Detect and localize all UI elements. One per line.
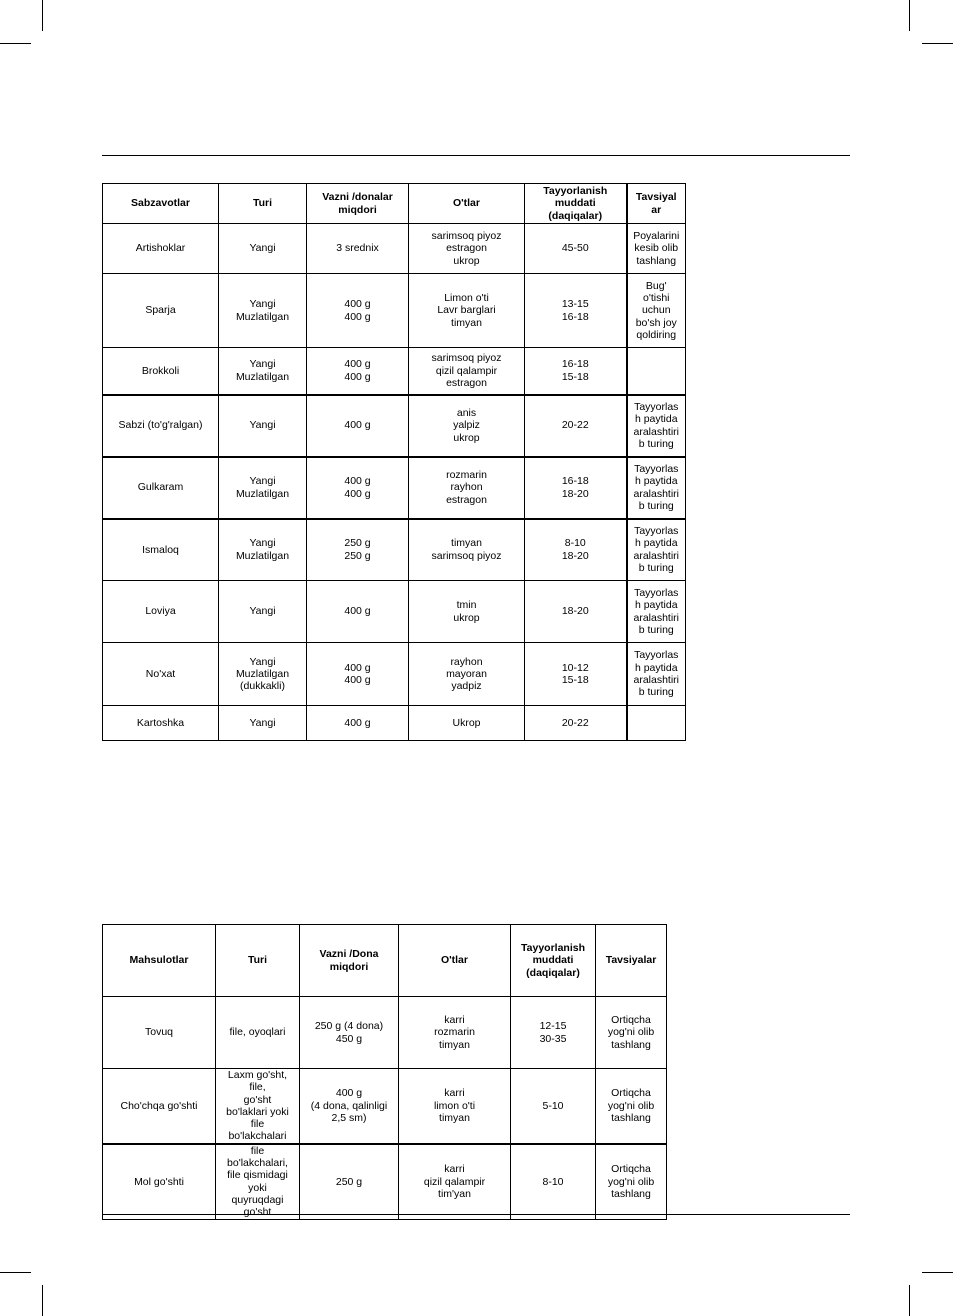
cell-type: Laxm go'sht, file, go'sht bo'laklari yoki file bo'lakchalari [216,1069,300,1144]
cell-tip: Ortiqcha yog'ni olib tashlang [596,1069,667,1144]
cell-type: Yangi [219,706,307,741]
cell-name: Sabzi (to'g'ralgan) [103,395,219,457]
cell-tip [627,348,686,395]
header-rule [102,155,850,156]
table-row [103,1069,667,1144]
cell-weight: 250 g 250 g [307,519,409,581]
cell-weight: 250 g (4 dona) 450 g [300,997,399,1069]
crop-mark-top-right-v [909,0,910,31]
cell-name: Cho'chqa go'shti [103,1069,216,1144]
cell-tip [627,706,686,741]
cell-tip: Tayyorlas h paytida aralashtiri b turing [627,519,686,581]
cell-weight: 400 g 400 g [307,643,409,706]
table-row [103,643,686,706]
cell-tip: Tayyorlas h paytida aralashtiri b turing [627,395,686,457]
crop-mark-bottom-left-v [42,1285,43,1316]
cell-time: 18-20 [525,581,627,643]
column-header: O'tlar [409,184,525,224]
column-header: Vazni /Dona miqdori [300,925,399,997]
column-header: Sabzavotlar [103,184,219,224]
cell-time: 13-15 16-18 [525,274,627,348]
column-header: Tavsiyalar [596,925,667,997]
cell-time: 12-15 30-35 [511,997,596,1069]
crop-mark-top-left-h [0,43,31,44]
cell-herbs: rayhon mayoran yadpiz [409,643,525,706]
cell-herbs: rozmarin rayhon estragon [409,457,525,519]
table-row [103,519,686,581]
cell-weight: 400 g [307,395,409,457]
cell-weight: 3 srednix [307,224,409,274]
cell-herbs: Ukrop [409,706,525,741]
cell-tip: Tayyorlas h paytida aralashtiri b turing [627,457,686,519]
table-row [103,274,686,348]
cell-tip: Tayyorlas h paytida aralashtiri b turing [627,643,686,706]
cell-herbs: karri qizil qalampir tim'yan [399,1144,511,1219]
cell-name: Gulkaram [103,457,219,519]
cell-name: Loviya [103,581,219,643]
cell-weight: 250 g [300,1144,399,1219]
cell-type: file, oyoqlari [216,997,300,1069]
cell-time: 10-12 15-18 [525,643,627,706]
cell-type: file bo'lakchalari, file qismidagi yoki quyruqdagi go'sht [216,1144,300,1219]
table-row [103,706,686,741]
cell-weight: 400 g 400 g [307,348,409,395]
cell-time: 8-10 [511,1144,596,1219]
cell-name: Mol go'shti [103,1144,216,1219]
crop-mark-bottom-right-v [909,1285,910,1316]
crop-mark-bottom-right-h [922,1272,953,1273]
cell-name: Sparja [103,274,219,348]
cell-tip: Ortiqcha yog'ni olib tashlang [596,1144,667,1219]
cell-time: 20-22 [525,395,627,457]
cell-weight: 400 g [307,581,409,643]
table-row [103,395,686,457]
cell-type: Yangi [219,395,307,457]
cell-name: Kartoshka [103,706,219,741]
table-row [103,348,686,395]
column-header: Tayyorlanish muddati (daqiqalar) [525,184,627,224]
column-header: Turi [219,184,307,224]
column-header: Vazni /donalar miqdori [307,184,409,224]
cell-weight: 400 g (4 dona, qalinligi 2,5 sm) [300,1069,399,1144]
column-header: Tayyorlanish muddati (daqiqalar) [511,925,596,997]
column-header: Mahsulotlar [103,925,216,997]
cell-herbs: sarimsoq piyoz estragon ukrop [409,224,525,274]
cell-type: Yangi Muzlatilgan [219,274,307,348]
cell-herbs: timyan sarimsoq piyoz [409,519,525,581]
column-header: Tavsiyal ar [627,184,686,224]
cell-tip: Tayyorlas h paytida aralashtiri b turing [627,581,686,643]
meat-table [102,924,667,1220]
table-row [103,581,686,643]
cell-herbs: Limon o'ti Lavr barglari timyan [409,274,525,348]
cell-name: Tovuq [103,997,216,1069]
cell-time: 16-18 18-20 [525,457,627,519]
cell-type: Yangi Muzlatilgan [219,348,307,395]
table-row [103,997,667,1069]
crop-mark-bottom-left-h [0,1272,31,1273]
cell-time: 16-18 15-18 [525,348,627,395]
table-row [103,457,686,519]
cell-tip: Poyalarini kesib olib tashlang [627,224,686,274]
cell-herbs: sarimsoq piyoz qizil qalampir estragon [409,348,525,395]
crop-mark-top-right-h [922,43,953,44]
cell-type: Yangi Muzlatilgan [219,519,307,581]
cell-time: 5-10 [511,1069,596,1144]
table-header-row [103,925,667,997]
cell-time: 8-10 18-20 [525,519,627,581]
cell-time: 20-22 [525,706,627,741]
vegetables-table [102,183,686,741]
cell-type: Yangi [219,581,307,643]
cell-tip: Bug' o'tishi uchun bo'sh joy qoldiring [627,274,686,348]
cell-herbs: karri rozmarin timyan [399,997,511,1069]
cell-herbs: tmin ukrop [409,581,525,643]
cell-tip: Ortiqcha yog'ni olib tashlang [596,997,667,1069]
cell-weight: 400 g 400 g [307,274,409,348]
cell-type: Yangi Muzlatilgan (dukkakli) [219,643,307,706]
cell-name: No'xat [103,643,219,706]
column-header: Turi [216,925,300,997]
crop-mark-top-left-v [42,0,43,31]
table-row [103,224,686,274]
cell-time: 45-50 [525,224,627,274]
cell-type: Yangi [219,224,307,274]
cell-name: Brokkoli [103,348,219,395]
table-row [103,1144,667,1219]
cell-weight: 400 g 400 g [307,457,409,519]
cell-weight: 400 g [307,706,409,741]
column-header: O'tlar [399,925,511,997]
cell-herbs: karri limon o'ti timyan [399,1069,511,1144]
table-header-row [103,184,686,224]
cell-type: Yangi Muzlatilgan [219,457,307,519]
cell-herbs: anis yalpiz ukrop [409,395,525,457]
cell-name: Ismaloq [103,519,219,581]
cell-name: Artishoklar [103,224,219,274]
